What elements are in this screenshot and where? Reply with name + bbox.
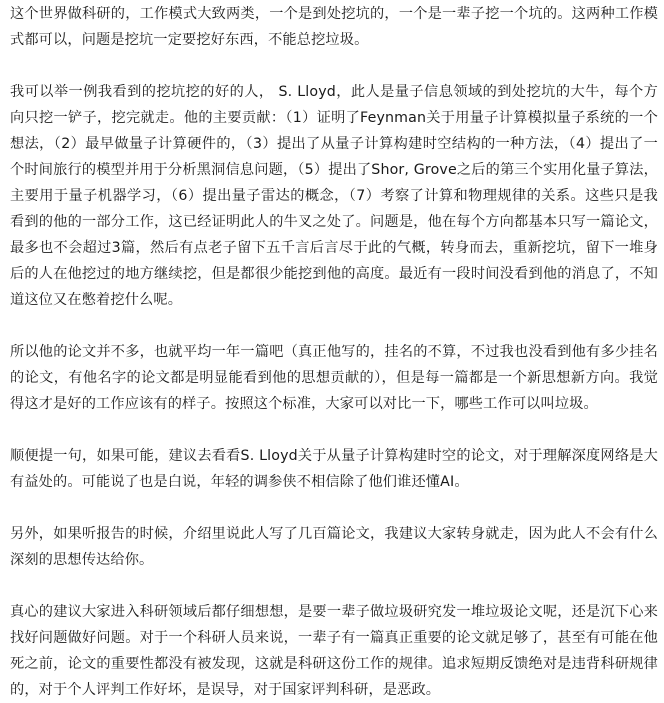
- paragraph-5: 另外，如果听报告的时候，介绍里说此人写了几百篇论文，我建议大家转身就走，因为此人不会有什么深刻的思想传达给你。: [10, 526, 658, 568]
- paragraph-4: 顺便提一句，如果可能，建议去看看S. Lloyd关于从量子计算构建时空的论文，对于理解深度网络是大有益处的。可能说了也是白说，年轻的调参侠不相信除了他们谁还懂AI。: [10, 448, 658, 490]
- paragraph-2: 我可以举一例我看到的挖坑挖的好的人， S. Lloyd，此人是量子信息领域的到处挖坑的大牛，每个方向只挖一铲子，挖完就走。他的主要贡献：（1）证明了Feynman关于用量子计算模拟量子系统的一个想法，（2）最早做量子计算硬件的，（3）提出了从量子计算构建时空结构的一种方法，（4）提出了一个时间旅行的模型并用于分析黑洞信息问题，（5）提出了Shor, Grove之后的第三个实用化量子算法，主要用于量子机器学习，（6）提出量子雷达的概念，（7）考察了计算和物理规律的关系。这些只是我看到的他的一部分工作，这已经证明此人的牛叉之处了。问题是，他在每个方向都基本只写一篇论文，最多也不会超过3篇，然后有点老子留下五千言后言尽于此的气概，转身而去，重新挖坑，留下一堆身后的人在他挖过的地方继续挖，但是都很少能挖到他的高度。最近有一段时间没看到他的消息了，不知道这位又在憋着挖什么呢。: [10, 84, 658, 308]
- paragraph-1: 这个世界做科研的，工作模式大致两类，一个是到处挖坑的，一个是一辈子挖一个坑的。这两种工作模式都可以，问题是挖坑一定要挖好东西，不能总挖垃圾。: [10, 6, 658, 48]
- paragraph-3: 所以他的论文并不多，也就平均一年一篇吧（真正他写的，挂名的不算，不过我也没看到他有多少挂名的论文，有他名字的论文都是明显能看到他的思想贡献的），但是每一篇都是一个新思想新方向。我觉得这才是好的工作应该有的样子。按照这个标准，大家可以对比一下，哪些工作可以叫垃圾。: [10, 344, 658, 412]
- paragraph-6: 真心的建议大家进入科研领域后都仔细想想，是要一辈子做垃圾研究发一堆垃圾论文呢，还是沉下心来找好问题做好问题。对于一个科研人员来说，一辈子有一篇真正重要的论文就足够了，甚至有可能在他死之前，论文的重要性都没有被发现，这就是科研这份工作的规律。追求短期反馈绝对是违背科研规律的，对于个人评判工作好坏，是误导，对于国家评判科研，是恶政。: [10, 604, 658, 698]
